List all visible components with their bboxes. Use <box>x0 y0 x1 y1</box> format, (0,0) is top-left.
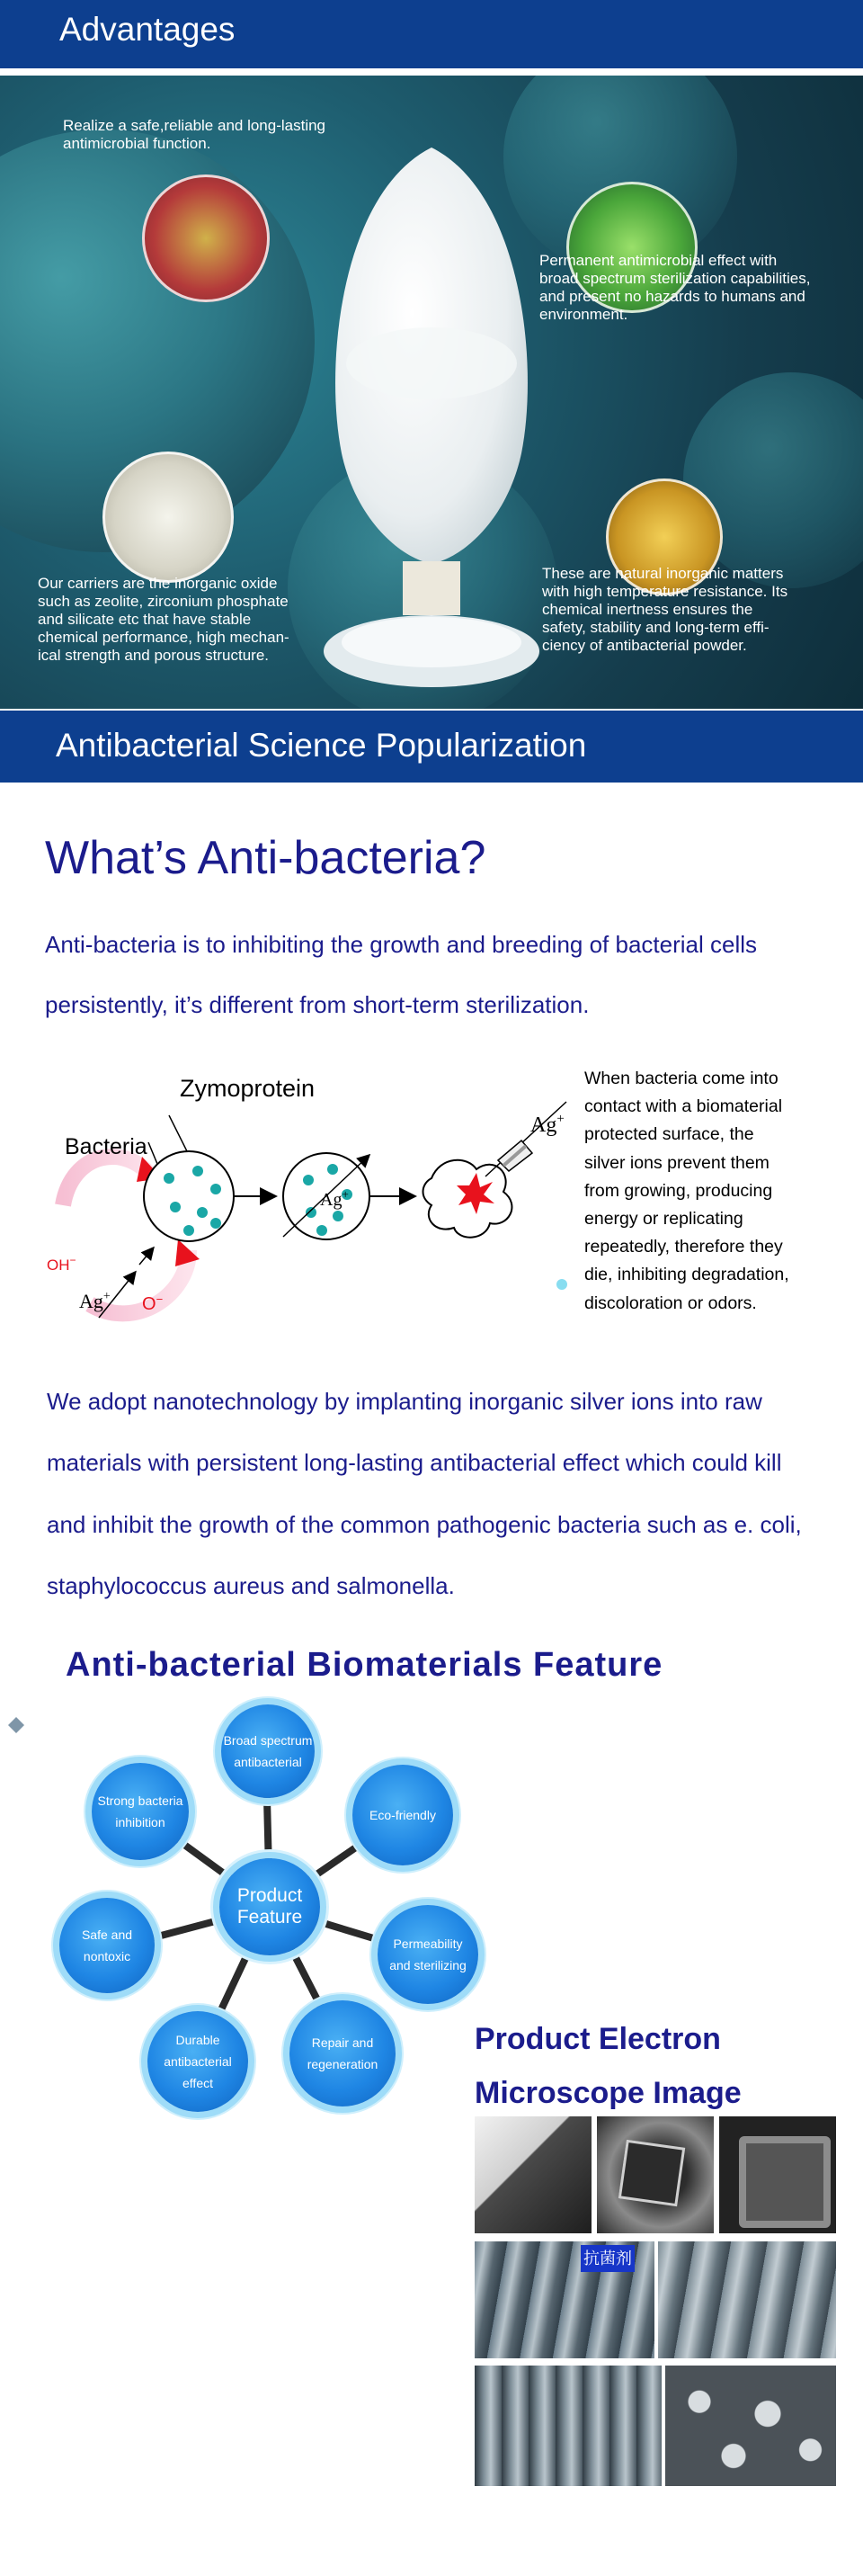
sem-image-4 <box>475 2241 654 2358</box>
sem-image-5 <box>658 2241 836 2358</box>
microscope-title-1: Product Electron <box>475 2022 721 2056</box>
sem-image-3 <box>719 2116 836 2233</box>
features-title: Anti-bacterial Biomaterials Feature <box>66 1646 663 1684</box>
feature-strong-inhibition: Strong bacteria inhibition <box>92 1763 189 1860</box>
sem-image-1 <box>475 2116 592 2233</box>
science-header <box>0 711 863 783</box>
o-label: O− <box>142 1292 164 1314</box>
ag-label-2: Ag+ <box>320 1187 349 1210</box>
tech-line-1: We adopt nanotechnology by implanting inorganic silver ions into raw <box>47 1388 762 1415</box>
feature-eco-friendly: Eco-friendly <box>352 1765 453 1865</box>
powder-bottle-image <box>297 139 566 696</box>
feature-permeability: Permeability and sterilizing <box>378 1905 478 2004</box>
callout-top-left: Realize a safe,reliable and long-lasting antimicrobial function. <box>63 117 326 152</box>
antibacterial-agent-tag: 抗菌剂 <box>581 2245 635 2272</box>
advantages-title: Advantages <box>59 11 236 48</box>
feature-center: Product Feature <box>219 1858 320 1955</box>
microscope-title-2: Microscope Image <box>475 2076 742 2110</box>
silver-ion-diagram <box>36 1070 584 1340</box>
feature-repair: Repair and regeneration <box>289 2000 396 2106</box>
silver-ion-explanation: When bacteria come into contact with a biomaterial protected surface, the silver ions prevent them from growing, producing energy or replicating repeatedly, therefore they die, inhibiting degradation, discoloration or odors. <box>584 1069 789 1313</box>
sem-image-7 <box>665 2366 836 2486</box>
microbe-white-circle <box>102 452 234 583</box>
oh-label: OH− <box>47 1254 76 1274</box>
intro-line-1: Anti-bacteria is to inhibiting the growth and breeding of bacterial cells <box>45 931 758 958</box>
feature-broad-spectrum: Broad spectrum antibacterial <box>221 1704 315 1798</box>
feature-safe: Safe and nontoxic <box>59 1898 155 1993</box>
callout-bottom-right: These are natural inorganic matters with high temperature resistance. Its chemical inertness ensures the safety, stability and long-term effi- ciency of antibacterial powder. <box>542 565 788 654</box>
sem-image-6 <box>475 2366 662 2486</box>
bacteria-label: Bacteria <box>65 1134 147 1159</box>
sem-image-2 <box>597 2116 714 2233</box>
tech-line-3: and inhibit the growth of the common pathogenic bacteria such as e. coli, <box>47 1511 802 1538</box>
advantages-hero <box>0 76 863 709</box>
intro-line-2: persistently, it’s different from short-term sterilization. <box>45 991 590 1018</box>
advantages-header <box>0 0 863 68</box>
ag-label-1: Ag+ <box>79 1290 111 1312</box>
callout-top-right: Permanent antimicrobial effect with broad spectrum sterilization capabilities, and present no hazards to humans and environment. <box>539 252 811 323</box>
feature-durable: Durable antibacterial effect <box>147 2011 248 2112</box>
ag-label-3: Ag+ <box>530 1112 565 1137</box>
science-title: Antibacterial Science Popularization <box>56 727 587 764</box>
callout-bottom-left: Our carriers are the inorganic oxide such as zeolite, zirconium phosphate and silicate etc that have stable chemical performance, high mechan- ical strength and porous structure. <box>38 575 289 664</box>
tech-line-4: staphylococcus aureus and salmonella. <box>47 1572 455 1599</box>
zymoprotein-label: Zymoprotein <box>180 1075 316 1102</box>
tech-line-2: materials with persistent long-lasting antibacterial effect which could kill <box>47 1449 782 1476</box>
anti-bacteria-heading: What’s Anti-bacteria? <box>45 832 486 884</box>
microbe-red-circle <box>142 174 270 302</box>
